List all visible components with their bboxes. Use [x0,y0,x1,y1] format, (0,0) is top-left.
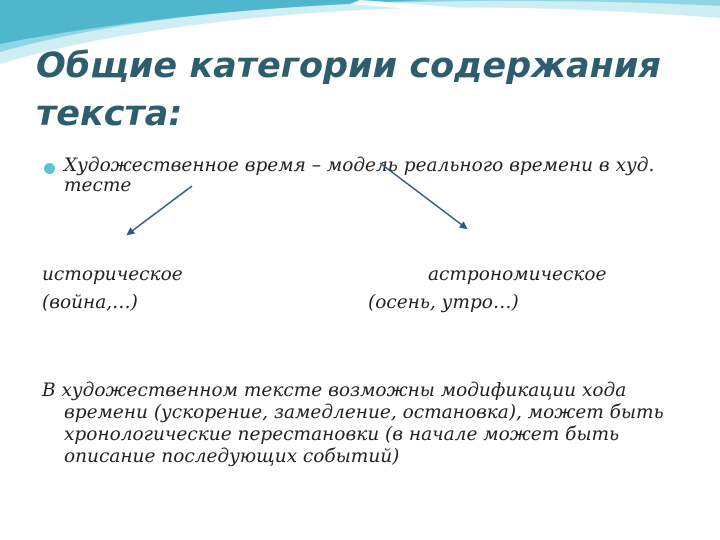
branch-left-label: историческое [42,264,183,285]
arrow-left [128,186,192,234]
branch-right-examples: (осень, утро…) [368,292,519,313]
arrow-right [380,163,466,228]
slide-title: Общие категории содержания текста: [36,46,661,134]
branch-left-examples: (война,…) [42,292,138,313]
branch-right-label: астрономическое [428,264,607,285]
bullet-text: Художественное время – модель реального времени в худ. тесте [64,155,655,196]
body-paragraph: В художественном тексте возможны модификации хода времени (ускорение, замедление, остановка), может быть хронологические перестановки (в начале может быть описание последующих событий) [42,380,664,467]
